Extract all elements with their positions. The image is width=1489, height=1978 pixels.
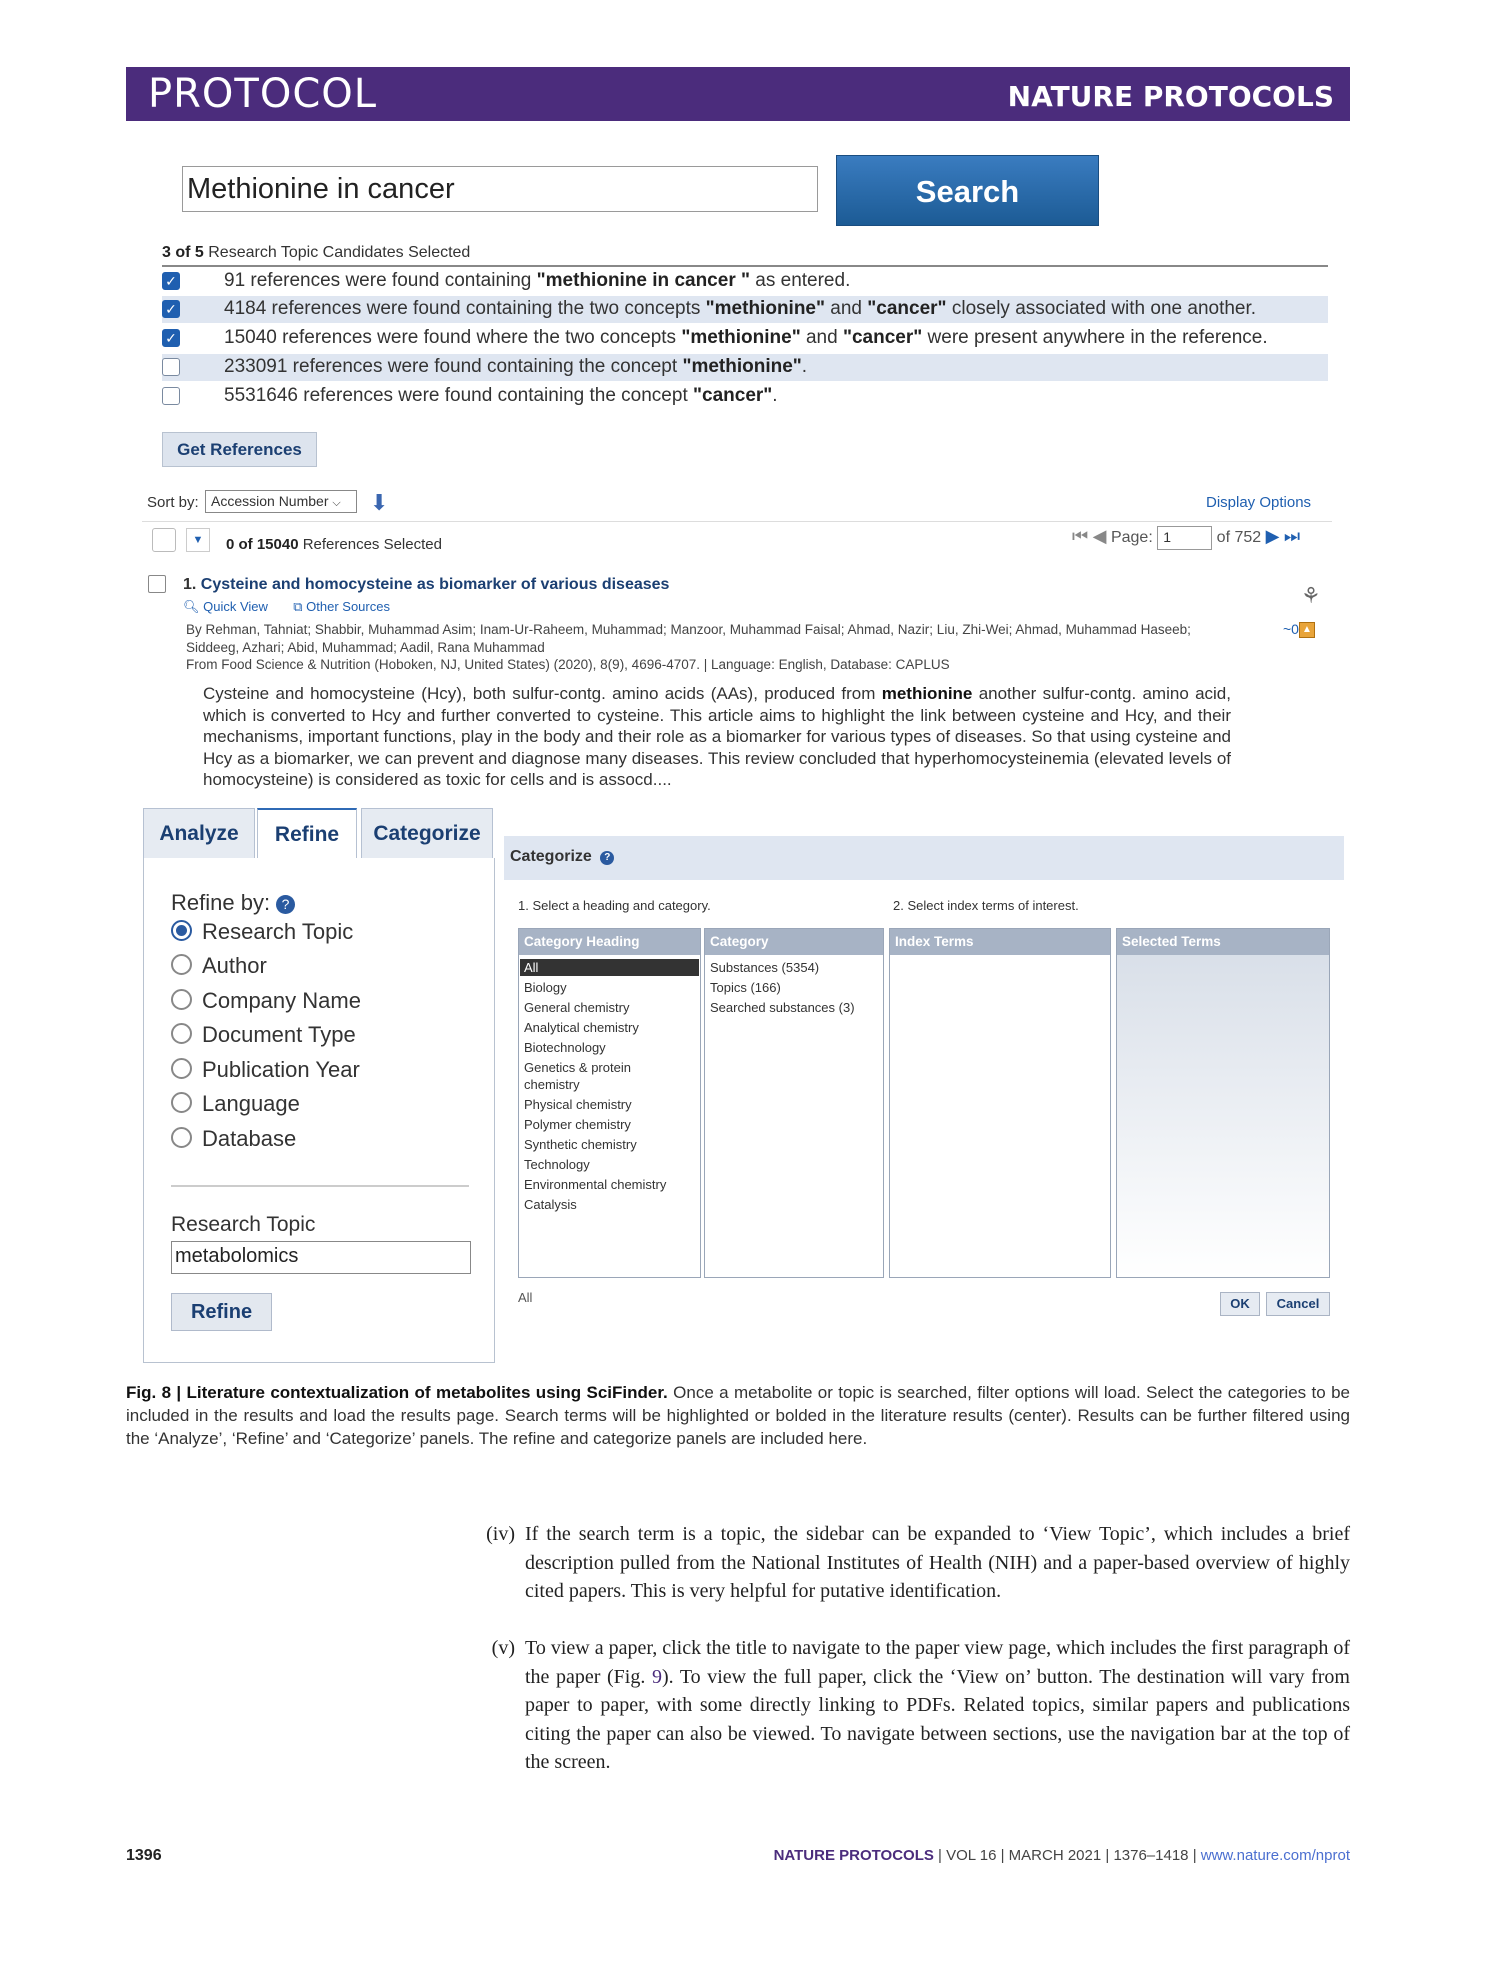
figure-link[interactable]: 9 xyxy=(651,1665,662,1688)
refine-button[interactable]: Refine xyxy=(171,1293,272,1331)
external-link-icon: ⧉ xyxy=(293,599,303,614)
folder-icon: ▲ xyxy=(1299,622,1315,638)
figure-caption: Fig. 8 | Literature contextualization of metabolites using SciFinder. Once a metabolite or topic is searched, filter options will load. Select the categories to be included in the results and load the results page. Search terms will be highlighted or bolded in the literature results (center). Results can be further filtered using the ‘Analyze’, ‘Refine’ and ‘Categorize’ panels. The refine and categorize panels are included here. xyxy=(126,1383,1351,1448)
list-item[interactable]: Substances (5354) xyxy=(710,960,820,975)
list-item[interactable]: Genetics & protein chemistry xyxy=(524,1060,631,1092)
citation-count[interactable]: ~0 ▲ xyxy=(1283,621,1315,638)
selection-note: All xyxy=(518,1290,533,1305)
list-item[interactable]: Biotechnology xyxy=(524,1040,606,1055)
page-number: 1396 xyxy=(126,1847,162,1864)
selection-count: 0 of 15040 References Selected xyxy=(226,536,442,553)
list-item[interactable]: Synthetic chemistry xyxy=(524,1137,637,1152)
list-item[interactable]: General chemistry xyxy=(524,1000,630,1015)
get-references-button[interactable]: Get References xyxy=(162,432,317,467)
sort-select[interactable]: Accession Number ⌵ xyxy=(205,490,357,513)
divider xyxy=(171,1185,469,1187)
list-item-v: (v) To view a paper, click the title to navigate to the paper view page, which includes the first paragraph of the paper (Fig. 9). To view the full paper, click the ‘View on’ button. The destination will vary from paper to paper, with some directly linking to PDFs. Related topics, similar papers and publications citing the paper can also be viewed. To navigate between sections, use the navigation bar at the top of the screen. xyxy=(491,1637,1350,1773)
candidates-heading: 3 of 5 Research Topic Candidates Selected xyxy=(162,244,471,261)
column-header: Index Terms xyxy=(890,929,1110,955)
radio-publication-year[interactable]: Publication Year xyxy=(171,1057,360,1083)
chevron-down-icon: ⌵ xyxy=(332,497,341,509)
checkbox-unchecked[interactable] xyxy=(162,358,180,376)
result-abstract: Cysteine and homocysteine (Hcy), both sulfur-contg. amino acids (AAs), produced from methionine another sulfur-contg. amino acid, which is converted to Hcy and further converted to cysteine. This article aims to highlight the link between cysteine and Hcy, and their mechanisms, important functions, play in the body and their role as a biomarker for various types of diseases. So that using cysteine and Hcy as a biomarker, we can prevent and diagnose many diseases. This review concluded that hyperhomocysteinemia (elevated levels of homocysteine) is considered as toxic for cells and is assocd.... xyxy=(203,684,1231,789)
journal-name: NATURE PROTOCOLS xyxy=(1007,80,1334,113)
search-button[interactable]: Search xyxy=(836,155,1099,226)
pager xyxy=(1072,526,1300,550)
last-page-icon[interactable]: ⏭ xyxy=(1283,526,1301,547)
candidate-row[interactable]: ✓ 4184 references were found containing the two concepts "methionine" and "cancer" closely associated with one another. xyxy=(162,296,1328,323)
candidate-row[interactable]: ✓ 15040 references were found where the two concepts "methionine" and "cancer" were present anywhere in the reference. xyxy=(162,325,1328,352)
radio-language[interactable]: Language xyxy=(171,1091,300,1117)
list-item[interactable]: All xyxy=(520,959,699,976)
checkbox-unchecked[interactable] xyxy=(162,387,180,405)
tab-analyze[interactable]: Analyze xyxy=(143,808,255,860)
header-banner xyxy=(126,67,1350,121)
candidate-row[interactable]: 5531646 references were found containing the concept "cancer". xyxy=(162,383,1328,410)
result-links xyxy=(183,599,390,615)
magnifier-icon: 🔍︎ xyxy=(183,599,200,614)
category-list[interactable] xyxy=(704,928,884,1278)
radio-company-name[interactable]: Company Name xyxy=(171,988,361,1014)
research-topic-label: Research Topic xyxy=(171,1213,316,1236)
select-dropdown-icon[interactable]: ▼ xyxy=(186,528,210,552)
list-item[interactable]: Searched substances (3) xyxy=(710,1000,855,1015)
help-icon[interactable]: ? xyxy=(276,895,295,914)
radio-database[interactable]: Database xyxy=(171,1126,296,1152)
column-header: Category Heading xyxy=(519,929,700,955)
checkbox-checked[interactable]: ✓ xyxy=(162,272,180,290)
page-footer: NATURE PROTOCOLS | VOL 16 | MARCH 2021 | 1376–1418 | www.nature.com/nprot xyxy=(773,1847,1350,1864)
checkbox-checked[interactable]: ✓ xyxy=(162,329,180,347)
index-terms-list[interactable] xyxy=(889,928,1111,1278)
list-item[interactable]: Polymer chemistry xyxy=(524,1117,631,1132)
divider xyxy=(162,265,1328,267)
list-item[interactable]: Physical chemistry xyxy=(524,1097,632,1112)
cancel-button[interactable]: Cancel xyxy=(1266,1292,1330,1316)
sort-direction-icon[interactable]: ⬇ xyxy=(370,490,389,515)
radio-document-type[interactable]: Document Type xyxy=(171,1022,356,1048)
other-sources-link[interactable]: ⧉ Other Sources xyxy=(293,599,390,614)
sort-label: Sort by: xyxy=(147,494,199,511)
radio-research-topic[interactable]: Research Topic xyxy=(171,919,353,945)
refine-title: Refine by: ? xyxy=(171,890,295,916)
first-page-icon[interactable]: ⏮ xyxy=(1072,526,1089,547)
page-total: of 752 xyxy=(1216,529,1262,547)
column-header: Category xyxy=(705,929,883,955)
prev-page-icon[interactable]: ◀ xyxy=(1092,526,1107,547)
page-input[interactable]: 1 xyxy=(1157,526,1212,550)
tab-refine[interactable]: Refine xyxy=(257,808,357,863)
next-page-icon[interactable]: ▶ xyxy=(1265,526,1280,547)
list-item[interactable]: Biology xyxy=(524,980,567,995)
list-item[interactable]: Catalysis xyxy=(524,1197,577,1212)
substance-icon[interactable]: ⚘ xyxy=(1301,583,1321,608)
display-options-link[interactable]: Display Options xyxy=(1206,494,1312,511)
categorize-header: Categorize ? xyxy=(504,836,1344,880)
help-icon[interactable]: ? xyxy=(600,851,614,865)
candidate-row[interactable]: 233091 references were found containing the concept "methionine". xyxy=(162,354,1328,381)
radio-author[interactable]: Author xyxy=(171,953,267,979)
ok-button[interactable]: OK xyxy=(1220,1292,1260,1316)
step-2-label: 2. Select index terms of interest. xyxy=(893,898,1079,913)
result-checkbox[interactable] xyxy=(148,575,166,593)
result-title[interactable]: 1. Cysteine and homocysteine as biomarker of various diseases xyxy=(183,576,670,593)
list-item[interactable]: Topics (166) xyxy=(710,980,781,995)
list-item[interactable]: Environmental chemistry xyxy=(524,1177,667,1192)
select-all-checkbox[interactable] xyxy=(152,528,176,552)
result-authors: By Rehman, Tahniat; Shabbir, Muhammad Asim; Inam-Ur-Raheem, Muhammad; Manzoor, Muhammad Faisal; Ahmad, Nazir; Liu, Zhi-Wei; Ahmad, Muhammad Haseeb; Siddeeg, Azhari; Abid, Muhammad; Aadil, Rana Muhammad xyxy=(186,622,1191,655)
tab-categorize[interactable]: Categorize xyxy=(361,808,493,860)
journal-url[interactable]: www.nature.com/nprot xyxy=(1200,1847,1350,1864)
section-label: PROTOCOL xyxy=(148,71,378,117)
category-heading-list[interactable] xyxy=(518,928,701,1278)
research-topic-input[interactable]: metabolomics xyxy=(171,1241,471,1274)
divider xyxy=(142,521,1332,522)
quick-view-link[interactable]: 🔍︎ Quick View xyxy=(183,599,268,614)
list-item[interactable]: Technology xyxy=(524,1157,590,1172)
column-header: Selected Terms xyxy=(1117,929,1329,955)
radio-selected xyxy=(171,920,192,941)
step-1-label: 1. Select a heading and category. xyxy=(518,898,711,913)
page-label: Page: xyxy=(1110,529,1153,547)
list-item-iv: (iv) If the search term is a topic, the sidebar can be expanded to ‘View Topic’, which includes a brief description pulled from the National Institutes of Health (NIH) and a paper-based overview of highly cited papers. This is very helpful for putative identification. xyxy=(486,1523,1350,1602)
search-input[interactable]: Methionine in cancer xyxy=(182,166,818,212)
result-source: From Food Science & Nutrition (Hoboken, NJ, United States) (2020), 8(9), 4696-4707. | Language: English, Database: CAPLUS xyxy=(186,657,950,672)
selected-terms-list[interactable] xyxy=(1116,928,1330,1278)
candidate-row[interactable]: ✓ 91 references were found containing "methionine in cancer " as entered. xyxy=(162,268,1328,295)
checkbox-checked[interactable]: ✓ xyxy=(162,300,180,318)
list-item[interactable]: Analytical chemistry xyxy=(524,1020,639,1035)
